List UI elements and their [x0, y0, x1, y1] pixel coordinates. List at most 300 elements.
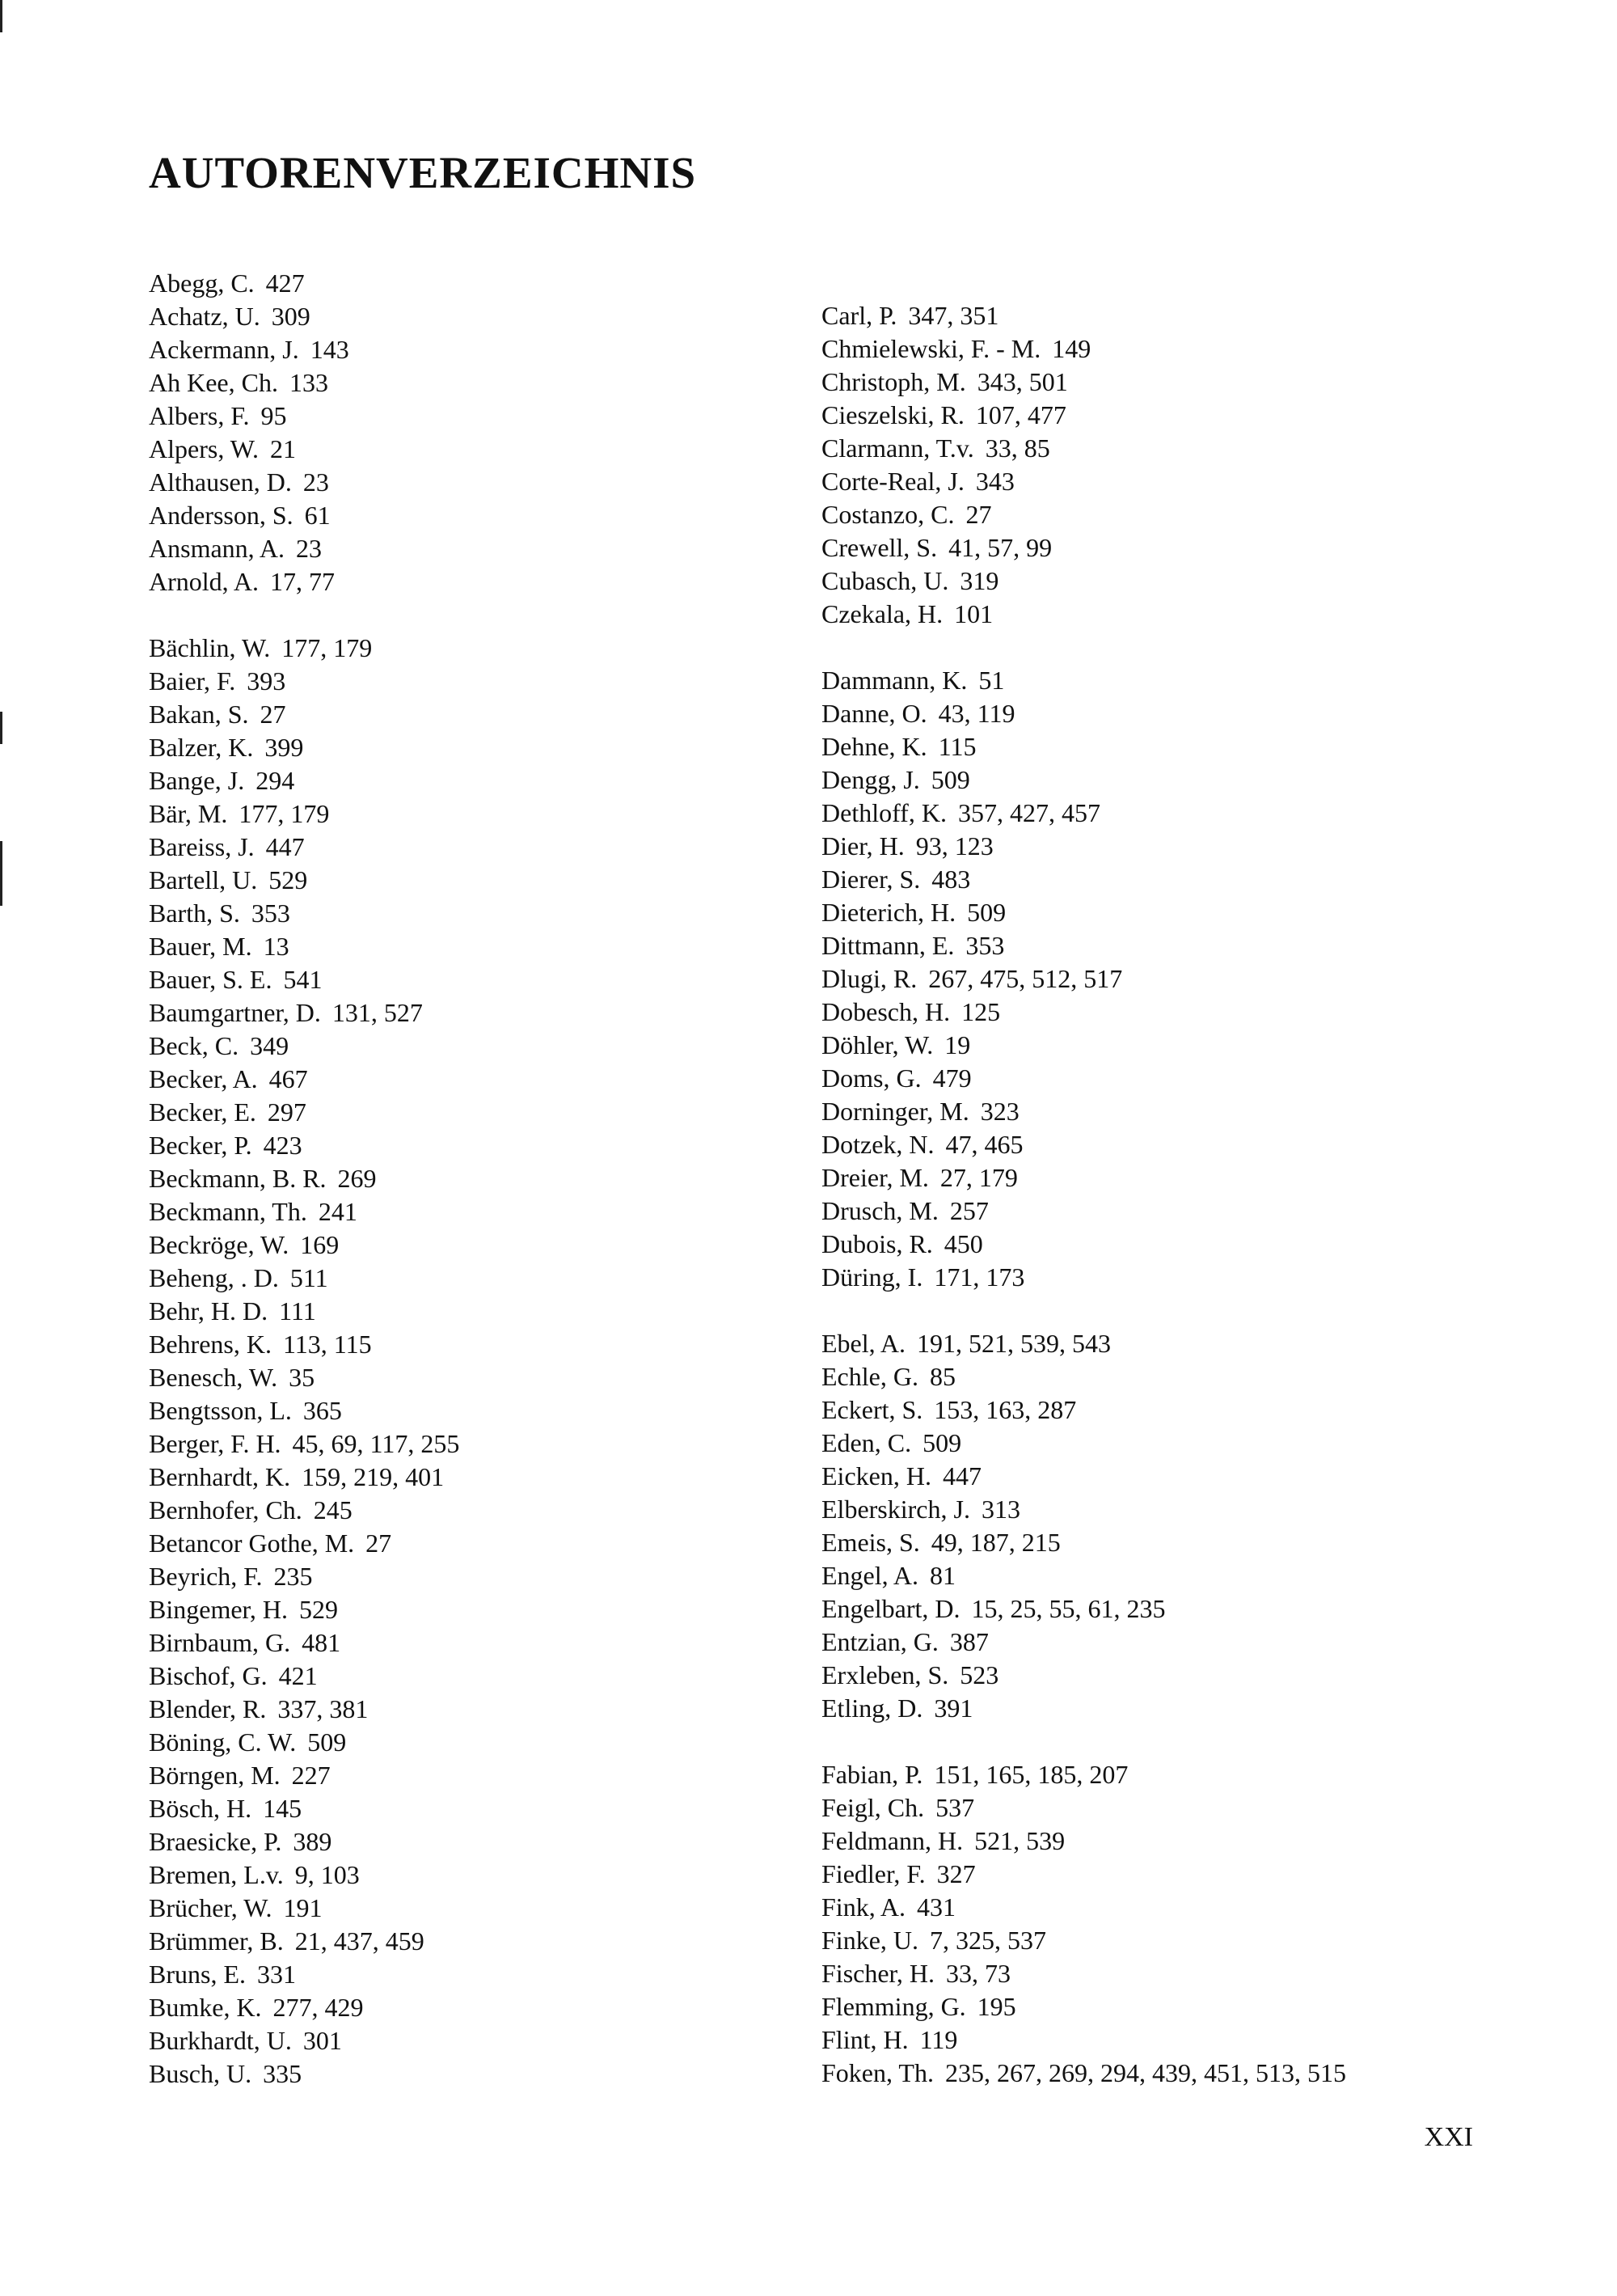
index-entry — [821, 1990, 1484, 2023]
author-name: Emeis, S. — [821, 1528, 920, 1557]
author-name: Bernhofer, Ch. — [149, 1495, 302, 1524]
page-references: 235, 267, 269, 294, 439, 451, 513, 515 — [944, 2058, 1346, 2087]
page-references: 343, 501 — [977, 367, 1068, 396]
index-entry — [149, 2024, 812, 2057]
author-name: Busch, U. — [149, 2059, 252, 2088]
page-references: 509 — [967, 898, 1007, 927]
index-entry — [821, 299, 1484, 332]
page-references: 101 — [954, 599, 994, 628]
page-title: AUTORENVERZEICHNIS — [149, 148, 697, 197]
author-name: Beckmann, Th. — [149, 1197, 307, 1226]
page-references: 131, 527 — [331, 998, 423, 1027]
index-entry — [821, 996, 1484, 1029]
author-name: Doms, G. — [821, 1063, 922, 1093]
page-references: 529 — [299, 1595, 339, 1624]
page-references: 191 — [283, 1893, 323, 1922]
author-name: Carl, P. — [821, 301, 897, 330]
page-references: 85 — [929, 1362, 956, 1391]
index-entry — [821, 929, 1484, 962]
index-entry — [149, 1162, 812, 1195]
page-references: 23 — [302, 467, 329, 497]
author-name: Baier, F. — [149, 666, 236, 696]
page-references: 7, 325, 537 — [930, 1926, 1046, 1955]
page-references: 479 — [932, 1063, 972, 1093]
author-name: Dethloff, K. — [821, 798, 947, 827]
author-name: Beheng, . D. — [149, 1263, 279, 1292]
page-references: 509 — [922, 1428, 962, 1457]
index-entry — [149, 499, 812, 532]
index-entry — [821, 1393, 1484, 1427]
page-references: 93, 123 — [915, 831, 994, 860]
page-references: 393 — [247, 666, 286, 696]
index-entry — [821, 399, 1484, 432]
index-entry — [149, 565, 812, 598]
author-name: Brümmer, B. — [149, 1926, 284, 1956]
author-name: Dubois, R. — [821, 1229, 933, 1258]
letter-group — [821, 664, 1484, 1294]
index-entry — [821, 1957, 1484, 1990]
index-entry — [821, 1161, 1484, 1195]
author-name: Etling, D. — [821, 1693, 923, 1723]
page-references: 81 — [929, 1561, 956, 1590]
index-entry — [821, 1327, 1484, 1360]
index-entry — [821, 1559, 1484, 1592]
index-entry — [821, 1195, 1484, 1228]
page-references: 195 — [977, 1992, 1016, 2021]
author-name: Dammann, K. — [821, 666, 968, 695]
author-name: Ebel, A. — [821, 1329, 906, 1358]
page-references: 309 — [271, 302, 310, 331]
author-name: Albers, F. — [149, 401, 250, 430]
author-name: Burkhardt, U. — [149, 2026, 292, 2055]
index-entry — [149, 1560, 812, 1593]
index-entry — [821, 1758, 1484, 1791]
author-name: Ansmann, A. — [149, 534, 285, 563]
index-entry — [821, 863, 1484, 896]
author-name: Böning, C. W. — [149, 1727, 297, 1757]
author-name: Echle, G. — [821, 1362, 918, 1391]
author-name: Becker, P. — [149, 1131, 252, 1160]
index-column-right — [821, 299, 1484, 2090]
author-name: Ah Kee, Ch. — [149, 368, 278, 397]
page-references: 115 — [938, 732, 977, 761]
author-name: Dlugi, R. — [821, 964, 918, 993]
index-entry — [149, 963, 812, 996]
author-name: Althausen, D. — [149, 467, 292, 497]
author-name: Dier, H. — [821, 831, 905, 860]
page-references: 257 — [949, 1196, 989, 1225]
index-entry — [149, 532, 812, 565]
index-entry — [149, 1991, 812, 2024]
page-references: 521, 539 — [974, 1826, 1066, 1855]
author-name: Beck, C. — [149, 1031, 239, 1060]
author-name: Fischer, H. — [821, 1959, 935, 1988]
author-name: Corte-Real, J. — [821, 467, 965, 496]
page-references: 427 — [265, 269, 305, 298]
letter-group — [149, 632, 812, 2091]
page-references: 153, 163, 287 — [934, 1395, 1077, 1424]
page-references: 149 — [1052, 334, 1091, 363]
author-name: Finke, U. — [821, 1926, 918, 1955]
index-entry — [149, 400, 812, 433]
index-entry — [821, 332, 1484, 366]
page-references: 421 — [278, 1661, 318, 1690]
author-name: Bange, J. — [149, 766, 245, 795]
index-entry — [149, 1792, 812, 1825]
index-entry — [821, 498, 1484, 531]
index-entry — [821, 1460, 1484, 1493]
page-references: 319 — [960, 566, 999, 595]
index-entry — [149, 1527, 812, 1560]
author-name: Bär, M. — [149, 799, 228, 828]
index-entry — [149, 1726, 812, 1759]
author-name: Crewell, S. — [821, 533, 938, 562]
author-name: Engelbart, D. — [821, 1594, 960, 1623]
author-name: Düring, I. — [821, 1262, 923, 1292]
index-entry — [149, 1759, 812, 1792]
author-name: Bengtsson, L. — [149, 1396, 292, 1425]
page-references: 481 — [302, 1628, 341, 1657]
index-entry — [149, 797, 812, 831]
page-references: 509 — [307, 1727, 347, 1757]
index-entry — [821, 564, 1484, 598]
index-entry — [821, 598, 1484, 631]
page-references: 61 — [304, 501, 331, 530]
page-references: 41, 57, 99 — [948, 533, 1053, 562]
author-name: Flint, H. — [821, 2025, 909, 2054]
index-entry — [149, 764, 812, 797]
page-references: 297 — [267, 1097, 306, 1127]
author-name: Dobesch, H. — [821, 997, 951, 1026]
author-name: Bremen, L.v. — [149, 1860, 284, 1889]
index-entry — [149, 731, 812, 764]
index-entry — [821, 1228, 1484, 1261]
page-references: 227 — [291, 1761, 331, 1790]
page-references: 447 — [265, 832, 305, 861]
index-entry — [821, 1592, 1484, 1626]
page-references: 313 — [981, 1495, 1020, 1524]
page-references: 269 — [337, 1164, 377, 1193]
page-references: 365 — [302, 1396, 342, 1425]
page-references: 277, 429 — [272, 1993, 364, 2022]
page-references: 353 — [251, 899, 290, 928]
index-entry — [149, 665, 812, 698]
index-entry — [821, 465, 1484, 498]
page-references: 235 — [273, 1562, 313, 1591]
page-references: 529 — [268, 865, 308, 894]
author-name: Entzian, G. — [821, 1627, 939, 1656]
page-references: 399 — [264, 733, 304, 762]
index-entry — [149, 433, 812, 466]
page-references: 523 — [960, 1660, 999, 1689]
author-name: Foken, Th. — [821, 2058, 934, 2087]
page-references: 15, 25, 55, 61, 235 — [971, 1594, 1166, 1623]
page-references: 169 — [300, 1230, 340, 1259]
page-references: 357, 427, 457 — [957, 798, 1100, 827]
author-name: Döhler, W. — [821, 1030, 934, 1059]
page-references: 143 — [310, 335, 349, 364]
author-name: Bartell, U. — [149, 865, 258, 894]
author-name: Balzer, K. — [149, 733, 254, 762]
page-references: 301 — [302, 2026, 342, 2055]
author-name: Bumke, K. — [149, 1993, 262, 2022]
author-name: Dengg, J. — [821, 765, 920, 794]
index-entry — [821, 432, 1484, 465]
author-name: Bischof, G. — [149, 1661, 268, 1690]
author-name: Chmielewski, F. - M. — [821, 334, 1041, 363]
index-entry — [149, 2057, 812, 2091]
author-name: Behr, H. D. — [149, 1296, 268, 1326]
author-name: Bauer, M. — [149, 932, 252, 961]
page-references: 177, 179 — [239, 799, 330, 828]
author-name: Andersson, S. — [149, 501, 293, 530]
page-references: 35 — [289, 1363, 315, 1392]
index-entry — [149, 1129, 812, 1162]
page-references: 245 — [313, 1495, 353, 1524]
page-references: 119 — [919, 2025, 958, 2054]
index-entry — [821, 366, 1484, 399]
author-name: Betancor Gothe, M. — [149, 1529, 355, 1558]
page-references: 177, 179 — [281, 633, 373, 662]
page-references: 323 — [980, 1097, 1020, 1126]
author-name: Costanzo, C. — [821, 500, 955, 529]
page-references: 113, 115 — [282, 1330, 372, 1359]
page-references: 125 — [961, 997, 1001, 1026]
index-entry — [821, 1825, 1484, 1858]
author-name: Becker, E. — [149, 1097, 256, 1127]
author-name: Dreier, M. — [821, 1163, 929, 1192]
page-references: 267, 475, 512, 517 — [928, 964, 1123, 993]
page-references: 353 — [965, 931, 1005, 960]
index-entry — [821, 2057, 1484, 2090]
author-name: Fabian, P. — [821, 1760, 923, 1789]
index-entry — [821, 1360, 1484, 1393]
page-references: 107, 477 — [975, 400, 1066, 429]
page-references: 241 — [318, 1197, 357, 1226]
author-name: Bruns, E. — [149, 1960, 246, 1989]
index-entry — [149, 1096, 812, 1129]
page-references: 27, 179 — [939, 1163, 1018, 1192]
page-references: 431 — [917, 1892, 956, 1922]
author-name: Bakan, S. — [149, 700, 249, 729]
page-references: 145 — [263, 1794, 302, 1823]
page-references: 33, 73 — [946, 1959, 1011, 1988]
index-entry — [821, 1095, 1484, 1128]
index-entry — [821, 1261, 1484, 1294]
author-name: Bareiss, J. — [149, 832, 255, 861]
author-name: Feigl, Ch. — [821, 1793, 925, 1822]
index-entry — [821, 2023, 1484, 2057]
author-name: Behrens, K. — [149, 1330, 272, 1359]
letter-group — [821, 299, 1484, 631]
index-entry — [149, 930, 812, 963]
author-name: Christoph, M. — [821, 367, 966, 396]
index-entry — [149, 1030, 812, 1063]
index-entry — [149, 1461, 812, 1494]
page-references: 335 — [263, 2059, 302, 2088]
page-references: 9, 103 — [294, 1860, 360, 1889]
author-name: Becker, A. — [149, 1064, 258, 1093]
index-entry — [821, 664, 1484, 697]
author-name: Benesch, W. — [149, 1363, 278, 1392]
author-name: Dehne, K. — [821, 732, 927, 761]
page-number: XXI — [1424, 2122, 1473, 2152]
letter-group — [149, 267, 812, 598]
author-name: Bernhardt, K. — [149, 1462, 291, 1491]
page-references: 389 — [293, 1827, 332, 1856]
index-entry — [821, 1493, 1484, 1526]
page-references: 467 — [268, 1064, 308, 1093]
index-entry — [149, 466, 812, 499]
author-name: Beyrich, F. — [149, 1562, 263, 1591]
index-entry — [149, 1328, 812, 1361]
page-references: 391 — [934, 1693, 973, 1723]
author-name: Cieszelski, R. — [821, 400, 965, 429]
author-name: Braesicke, P. — [149, 1827, 282, 1856]
index-entry — [149, 1427, 812, 1461]
author-name: Clarmann, T.v. — [821, 433, 974, 463]
author-name: Blender, R. — [149, 1694, 267, 1723]
author-name: Alpers, W. — [149, 434, 259, 463]
author-name: Beckmann, B. R. — [149, 1164, 327, 1193]
index-column-left — [149, 267, 812, 2091]
page-references: 450 — [944, 1229, 983, 1258]
letter-group-gap — [821, 1725, 1484, 1758]
author-name: Arnold, A. — [149, 567, 259, 596]
index-entry — [821, 1427, 1484, 1460]
index-entry — [821, 531, 1484, 564]
author-name: Erxleben, S. — [821, 1660, 949, 1689]
author-name: Feldmann, H. — [821, 1826, 964, 1855]
page-references: 327 — [936, 1859, 976, 1888]
author-name: Birnbaum, G. — [149, 1628, 291, 1657]
author-name: Dittmann, E. — [821, 931, 955, 960]
author-name: Fink, A. — [821, 1892, 906, 1922]
letter-group-gap — [821, 631, 1484, 664]
index-entry — [149, 1361, 812, 1394]
index-entry — [149, 1262, 812, 1295]
scan-edge-mark — [0, 0, 2, 32]
author-name: Eckert, S. — [821, 1395, 923, 1424]
page-references: 27 — [965, 500, 992, 529]
scan-edge-mark — [0, 841, 2, 906]
author-name: Abegg, C. — [149, 269, 255, 298]
author-name: Baumgartner, D. — [149, 998, 321, 1027]
index-entry — [149, 1858, 812, 1892]
index-entry — [149, 267, 812, 300]
index-entry — [149, 864, 812, 897]
index-entry — [821, 1626, 1484, 1659]
index-entry — [821, 1924, 1484, 1957]
author-name: Bauer, S. E. — [149, 965, 272, 994]
author-name: Bösch, H. — [149, 1794, 252, 1823]
scan-edge-mark — [0, 712, 2, 744]
page-references: 509 — [931, 765, 970, 794]
author-name: Eden, C. — [821, 1428, 912, 1457]
index-entry — [149, 1593, 812, 1626]
author-name: Bächlin, W. — [149, 633, 271, 662]
page-references: 95 — [260, 401, 287, 430]
index-entry — [821, 1128, 1484, 1161]
author-name: Dotzek, N. — [821, 1130, 935, 1159]
author-name: Barth, S. — [149, 899, 240, 928]
index-entry — [149, 1626, 812, 1660]
index-entry — [149, 1195, 812, 1228]
page-references: 23 — [296, 534, 322, 563]
index-entry — [149, 1660, 812, 1693]
index-entry — [821, 1659, 1484, 1692]
page-references: 483 — [931, 865, 971, 894]
page-references: 387 — [949, 1627, 989, 1656]
page-references: 171, 173 — [934, 1262, 1025, 1292]
index-entry — [821, 797, 1484, 830]
author-name: Ackermann, J. — [149, 335, 299, 364]
page-references: 447 — [942, 1461, 982, 1490]
author-name: Achatz, U. — [149, 302, 260, 331]
author-name: Czekala, H. — [821, 599, 944, 628]
page-references: 423 — [263, 1131, 302, 1160]
index-entry — [821, 830, 1484, 863]
index-entry — [149, 1693, 812, 1726]
author-name: Berger, F. H. — [149, 1429, 281, 1458]
page-references: 294 — [255, 766, 295, 795]
author-name: Cubasch, U. — [821, 566, 949, 595]
author-name: Bingemer, H. — [149, 1595, 289, 1624]
author-name: Flemming, G. — [821, 1992, 966, 2021]
author-name: Elberskirch, J. — [821, 1495, 970, 1524]
index-entry — [149, 1925, 812, 1958]
index-entry — [149, 300, 812, 333]
page-references: 331 — [257, 1960, 296, 1989]
index-entry — [149, 1228, 812, 1262]
page-references: 19 — [944, 1030, 971, 1059]
index-entry — [149, 1825, 812, 1858]
page-references: 191, 521, 539, 543 — [916, 1329, 1111, 1358]
index-entry — [149, 1063, 812, 1096]
author-name: Beckröge, W. — [149, 1230, 289, 1259]
page-references: 343 — [975, 467, 1015, 496]
index-entry — [149, 1958, 812, 1991]
index-entry — [149, 1892, 812, 1925]
index-entry — [821, 763, 1484, 797]
author-name: Börngen, M. — [149, 1761, 281, 1790]
author-name: Dorninger, M. — [821, 1097, 969, 1126]
author-name: Danne, O. — [821, 699, 927, 728]
index-entry — [821, 697, 1484, 730]
page-references: 43, 119 — [938, 699, 1015, 728]
index-entry — [149, 632, 812, 665]
page-references: 51 — [978, 666, 1005, 695]
index-entry — [821, 1029, 1484, 1062]
index-entry — [149, 333, 812, 366]
index-entry — [149, 1295, 812, 1328]
index-entry — [149, 996, 812, 1030]
page-references: 21 — [270, 434, 296, 463]
page-references: 27 — [260, 700, 286, 729]
index-entry — [821, 1791, 1484, 1825]
index-entry — [821, 730, 1484, 763]
page-references: 347, 351 — [908, 301, 999, 330]
author-name: Fiedler, F. — [821, 1859, 926, 1888]
page-references: 133 — [289, 368, 328, 397]
author-name: Brücher, W. — [149, 1893, 272, 1922]
index-entry — [821, 1891, 1484, 1924]
index-entry — [149, 1494, 812, 1527]
author-name: Eicken, H. — [821, 1461, 931, 1490]
index-entry — [149, 1394, 812, 1427]
index-entry — [821, 1526, 1484, 1559]
index-entry — [821, 896, 1484, 929]
